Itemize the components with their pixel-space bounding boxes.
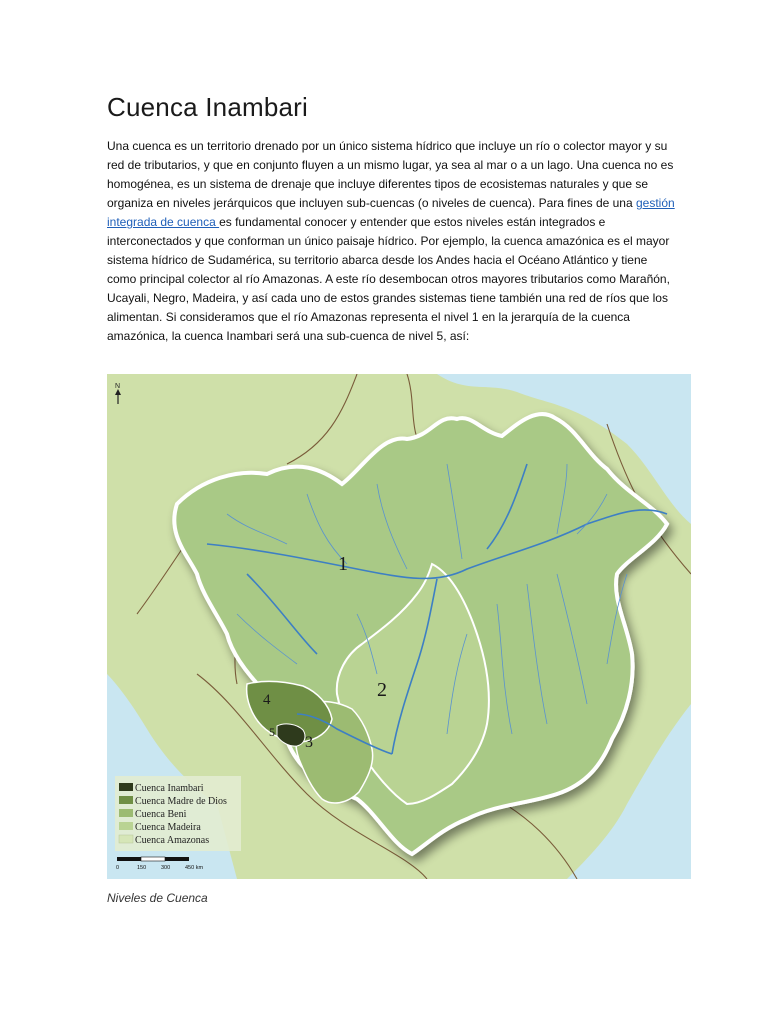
legend-swatch-inambari: [119, 783, 133, 791]
page-title: Cuenca Inambari: [107, 92, 308, 122]
gestion-integrada-link[interactable]: gestión integrada de cuenca: [107, 196, 675, 230]
scale-tick-0: 0: [116, 865, 120, 871]
map-legend: [115, 776, 241, 851]
legend-label-amazonas: Cuenca Amazonas: [135, 835, 210, 846]
basin-levels-map: [107, 374, 691, 879]
legend-label-inambari: Cuenca Inambari: [135, 783, 204, 794]
legend-swatch-beni: [119, 809, 133, 817]
legend-label-madeira: Cuenca Madeira: [135, 822, 201, 833]
scale-tick-300: 300: [161, 865, 171, 871]
level-1-label: 1: [338, 553, 348, 575]
level-5-label: 5: [269, 725, 275, 739]
legend-swatch-amazonas: [119, 835, 133, 843]
level-3-label: 3: [305, 734, 313, 751]
scale-tick-450: 450 km: [185, 865, 204, 871]
svg-text:N: N: [115, 383, 121, 390]
legend-label-madre-de-dios: Cuenca Madre de Dios: [135, 796, 227, 807]
level-4-label: 4: [263, 692, 271, 708]
figure-caption: Niveles de Cuenca: [107, 891, 208, 905]
legend-swatch-madre-de-dios: [119, 796, 133, 804]
paragraph-text-start: Una cuenca es un territorio drenado por un único sistema hídrico que incluye un río o colector mayor y su red de tributarios, y que en conjunto fluyen a un mismo lugar, ya sea al mar o a un lago. Una cuenca no es homogénea, es un sistema de drenaje que incluye diferentes tipos de ecosistemas naturales y que se organiza en niveles jerárquicos que incluyen sub-cuencas (o niveles de cuenca). Para fines de una: [107, 139, 674, 211]
level-2-label: 2: [377, 679, 387, 701]
legend-swatch-madeira: [119, 822, 133, 830]
legend-label-beni: Cuenca Beni: [135, 809, 187, 820]
intro-paragraph: [107, 137, 675, 347]
map-svg: [107, 374, 691, 879]
paragraph-text-end: es fundamental conocer y entender que estos niveles están integrados e interconectados y que conforman un único paisaje hídrico. Por ejemplo, la cuenca amazónica es el mayor sistema hídrico de Sudamérica, su territorio abarca desde los Andes hacia el Océano Atlántico y tiene como principal colector al río Amazonas. A este río desembocan otros mayores tributarios como Marañón, Ucayali, Negro, Madeira, y así cada uno de estos grandes sistemas tiene también una red de ríos que los alimentan. Si consideramos que el río Amazonas representa el nivel 1 en la jerarquía de la cuenca amazónica, la cuenca Inambari será una sub-cuenca de nivel 5, así:: [107, 215, 670, 344]
scale-tick-150: 150: [137, 865, 147, 871]
